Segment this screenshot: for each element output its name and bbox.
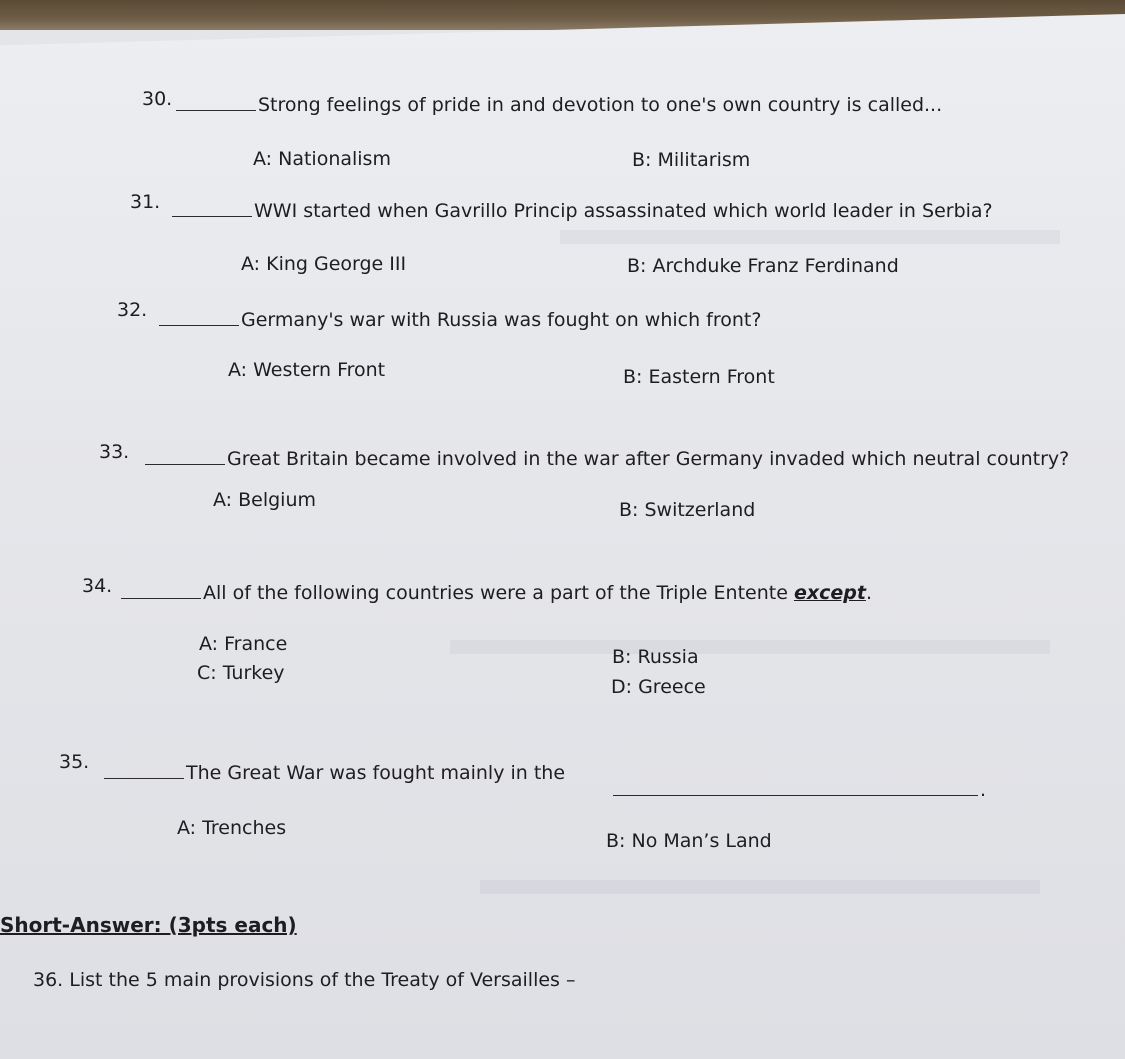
question-text: Great Britain became involved in the war after Germany invaded which neutral country?: [227, 448, 1070, 470]
question-text: Germany's war with Russia was fought on which front?: [241, 309, 762, 331]
answer-blank[interactable]: [145, 464, 225, 465]
option-a: A: King George III: [241, 253, 407, 275]
question-text: All of the following countries were a part of the Triple Entente: [203, 582, 794, 604]
answer-blank[interactable]: [172, 216, 252, 217]
answer-blank[interactable]: [176, 110, 256, 111]
question-period: .: [865, 582, 872, 604]
bleed-through: [560, 230, 1060, 244]
option-b: B: Militarism: [632, 149, 751, 171]
answer-blank[interactable]: [104, 778, 184, 779]
question-number: 33.: [99, 441, 130, 463]
option-b: B: Russia: [612, 646, 699, 668]
question-text: The Great War was fought mainly in the: [186, 762, 566, 784]
option-d: D: Greece: [611, 676, 706, 698]
bleed-through: [480, 880, 1040, 894]
question-34: [121, 582, 872, 604]
question-number: 35.: [59, 751, 90, 773]
option-a: A: Nationalism: [253, 148, 391, 170]
option-c: C: Turkey: [197, 662, 285, 684]
question-33: [145, 448, 1069, 470]
question-35: [104, 762, 565, 784]
question-36: 36. List the 5 main provisions of the Treaty of Versailles –: [33, 969, 576, 991]
option-b: B: Archduke Franz Ferdinand: [627, 255, 899, 277]
option-b: B: Switzerland: [619, 499, 756, 521]
question-number: 34.: [82, 575, 113, 597]
option-a: A: Trenches: [177, 817, 287, 839]
worksheet-page: [0, 14, 1125, 1059]
section-title: Short-Answer: (3pts each): [0, 913, 297, 937]
question-text: Strong feelings of pride in and devotion to one's own country is called...: [258, 94, 943, 116]
question-30: [176, 94, 942, 116]
question-period: .: [980, 779, 987, 801]
option-a: A: Belgium: [213, 489, 316, 511]
question-number: 31.: [130, 191, 161, 213]
question-number: 30.: [142, 88, 173, 110]
answer-blank[interactable]: [121, 598, 201, 599]
option-b: B: Eastern Front: [623, 366, 775, 388]
answer-blank[interactable]: [159, 325, 239, 326]
question-number: 32.: [117, 299, 148, 321]
fill-in-blank[interactable]: [613, 795, 978, 796]
option-a: A: France: [199, 633, 288, 655]
option-b: B: No Man’s Land: [606, 830, 772, 852]
question-31: [172, 200, 993, 222]
bleed-through: [450, 640, 1050, 654]
question-32: [159, 309, 761, 331]
question-text: WWI started when Gavrillo Princip assassinated which world leader in Serbia?: [254, 200, 993, 222]
emphasis-except: except: [793, 582, 866, 604]
option-a: A: Western Front: [228, 359, 386, 381]
